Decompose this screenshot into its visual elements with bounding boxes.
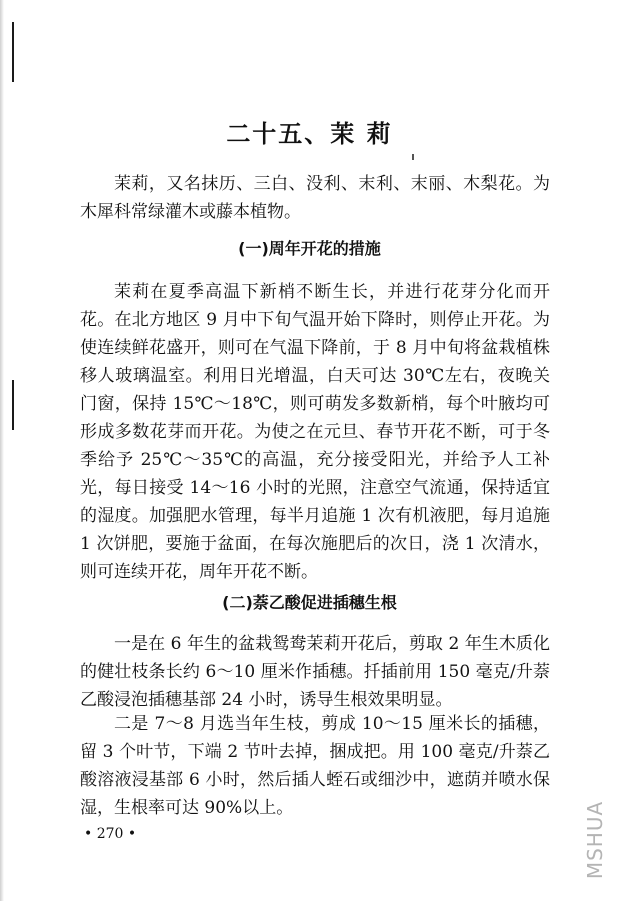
paragraph-naa-method-one: 一是在 6 年生的盆栽鸳鸯茉莉开花后，剪取 2 年生木质化的健壮枝条长约 6～10 厘米作插穗。扦插前用 150 毫克/升萘乙酸浸泡插穗基部 24 小时，诱导生根效果明显。 <box>80 634 550 710</box>
paragraph-naa-method-two: 二是 7～8 月选当年生枝，剪成 10～15 厘米长的插穗，留 3 个叶节，下端 2 节叶去掉，捆成把。用 100 毫克/升萘乙酸溶液浸基部 6 小时，然后插人蛭石或细沙中，遮荫并喷水保湿，生根率可达 90%以上。 <box>80 714 550 818</box>
intro-paragraph: 茉莉，又名抹历、三白、没利、末利、末丽、木梨花。为木犀科常绿灌木或藤本植物。 <box>80 174 550 222</box>
chapter-title: 二十五、茉 莉 <box>226 119 393 148</box>
margin-scan-line-top <box>12 22 14 82</box>
section-heading-naa-rooting: (二)萘乙酸促进插穗生根 <box>222 593 397 612</box>
section-heading-year-round-flowering: (一)周年开花的措施 <box>238 239 381 258</box>
ink-speck <box>412 154 414 160</box>
watermark-text: MSHUA <box>583 800 607 880</box>
watermark <box>578 790 612 890</box>
paragraph-year-round-flowering: 茉莉在夏季高温下新梢不断生长，并进行花芽分化而开花。在北方地区 9 月中下旬气温开始下降时，则停止开花。为使连续鲜花盛开，则可在气温下降前，于 8 月中旬将盆栽植株移人玻璃温室。利用日光增温，白天可达 30℃左右，夜晚关门窗，保持 15℃～18℃，则可萌发多数新梢，每个叶腋均可形成多数花芽而开花。为使之在元旦、春节开花不断，可于冬季给予 25℃～35℃的高温，充分接受阳光，并给予人工补光，每日接受 14～16 小时的光照，注意空气流通，保持适宜的湿度。加强肥水管理，每半月追施 1 次有机液肥，每月追施 1 次饼肥，要施于盆面，在每次施肥后的次日，浇 1 次清水，则可连续开花，周年开花不断。 <box>80 282 550 582</box>
margin-scan-line-middle <box>12 380 14 430</box>
page-number: • 270 • <box>84 826 137 842</box>
